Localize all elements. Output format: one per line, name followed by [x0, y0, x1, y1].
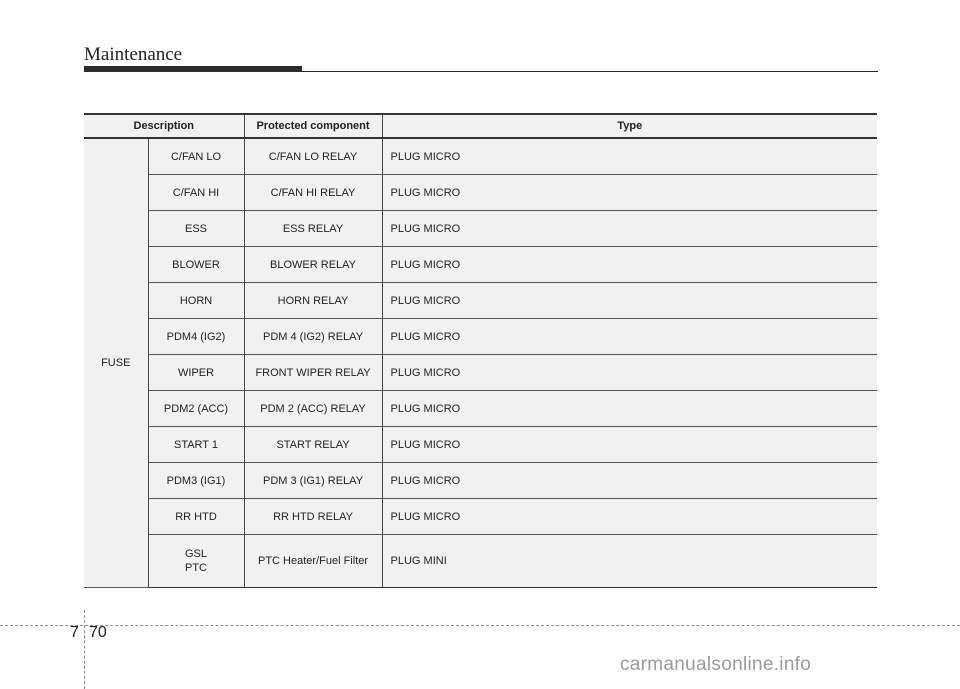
protected-component-cell: PDM 4 (IG2) RELAY [244, 319, 382, 355]
description-cell: PDM3 (IG1) [148, 463, 244, 499]
type-cell: PLUG MICRO [382, 319, 877, 355]
column-header-protected-component: Protected component [244, 114, 382, 138]
protected-component-cell: C/FAN HI RELAY [244, 175, 382, 211]
type-cell: PLUG MICRO [382, 283, 877, 319]
chapter-number: 7 [70, 624, 79, 641]
protected-component-cell: PTC Heater/Fuel Filter [244, 535, 382, 588]
description-cell: GSL PTC [148, 535, 244, 588]
table-row [84, 391, 877, 427]
table-row [84, 319, 877, 355]
description-cell: C/FAN LO [148, 138, 244, 175]
fuse-table [84, 113, 877, 588]
page-number: 70 [89, 624, 107, 641]
protected-component-cell: BLOWER RELAY [244, 247, 382, 283]
table-header-row [84, 114, 877, 138]
type-cell: PLUG MICRO [382, 391, 877, 427]
table-row [84, 427, 877, 463]
description-cell: WIPER [148, 355, 244, 391]
footer-rule [0, 625, 960, 626]
table-row [84, 138, 877, 175]
protected-component-cell: START RELAY [244, 427, 382, 463]
table-body [84, 138, 877, 588]
description-cell: HORN [148, 283, 244, 319]
header-rule-thin [84, 71, 878, 72]
protected-component-cell: ESS RELAY [244, 211, 382, 247]
type-cell: PLUG MICRO [382, 463, 877, 499]
protected-component-cell: FRONT WIPER RELAY [244, 355, 382, 391]
table-row [84, 247, 877, 283]
description-cell: PDM4 (IG2) [148, 319, 244, 355]
table-row [84, 283, 877, 319]
protected-component-cell: HORN RELAY [244, 283, 382, 319]
type-cell: PLUG MICRO [382, 499, 877, 535]
description-cell: RR HTD [148, 499, 244, 535]
description-cell: ESS [148, 211, 244, 247]
table-row [84, 499, 877, 535]
table-row [84, 211, 877, 247]
group-label-cell: FUSE [84, 138, 148, 588]
type-cell: PLUG MINI [382, 535, 877, 588]
table-row [84, 535, 877, 588]
footer-divider [84, 610, 85, 689]
table-row [84, 355, 877, 391]
type-cell: PLUG MICRO [382, 355, 877, 391]
protected-component-cell: RR HTD RELAY [244, 499, 382, 535]
table-row [84, 463, 877, 499]
column-header-type: Type [382, 114, 877, 138]
type-cell: PLUG MICRO [382, 247, 877, 283]
type-cell: PLUG MICRO [382, 175, 877, 211]
protected-component-cell: C/FAN LO RELAY [244, 138, 382, 175]
type-cell: PLUG MICRO [382, 427, 877, 463]
type-cell: PLUG MICRO [382, 138, 877, 175]
section-title: Maintenance [84, 44, 183, 65]
table-row [84, 175, 877, 211]
watermark: carmanualsonline.info [620, 654, 812, 675]
description-cell: START 1 [148, 427, 244, 463]
description-cell: BLOWER [148, 247, 244, 283]
protected-component-cell: PDM 3 (IG1) RELAY [244, 463, 382, 499]
description-cell: PDM2 (ACC) [148, 391, 244, 427]
protected-component-cell: PDM 2 (ACC) RELAY [244, 391, 382, 427]
description-cell: C/FAN HI [148, 175, 244, 211]
column-header-description: Description [84, 114, 244, 138]
type-cell: PLUG MICRO [382, 211, 877, 247]
